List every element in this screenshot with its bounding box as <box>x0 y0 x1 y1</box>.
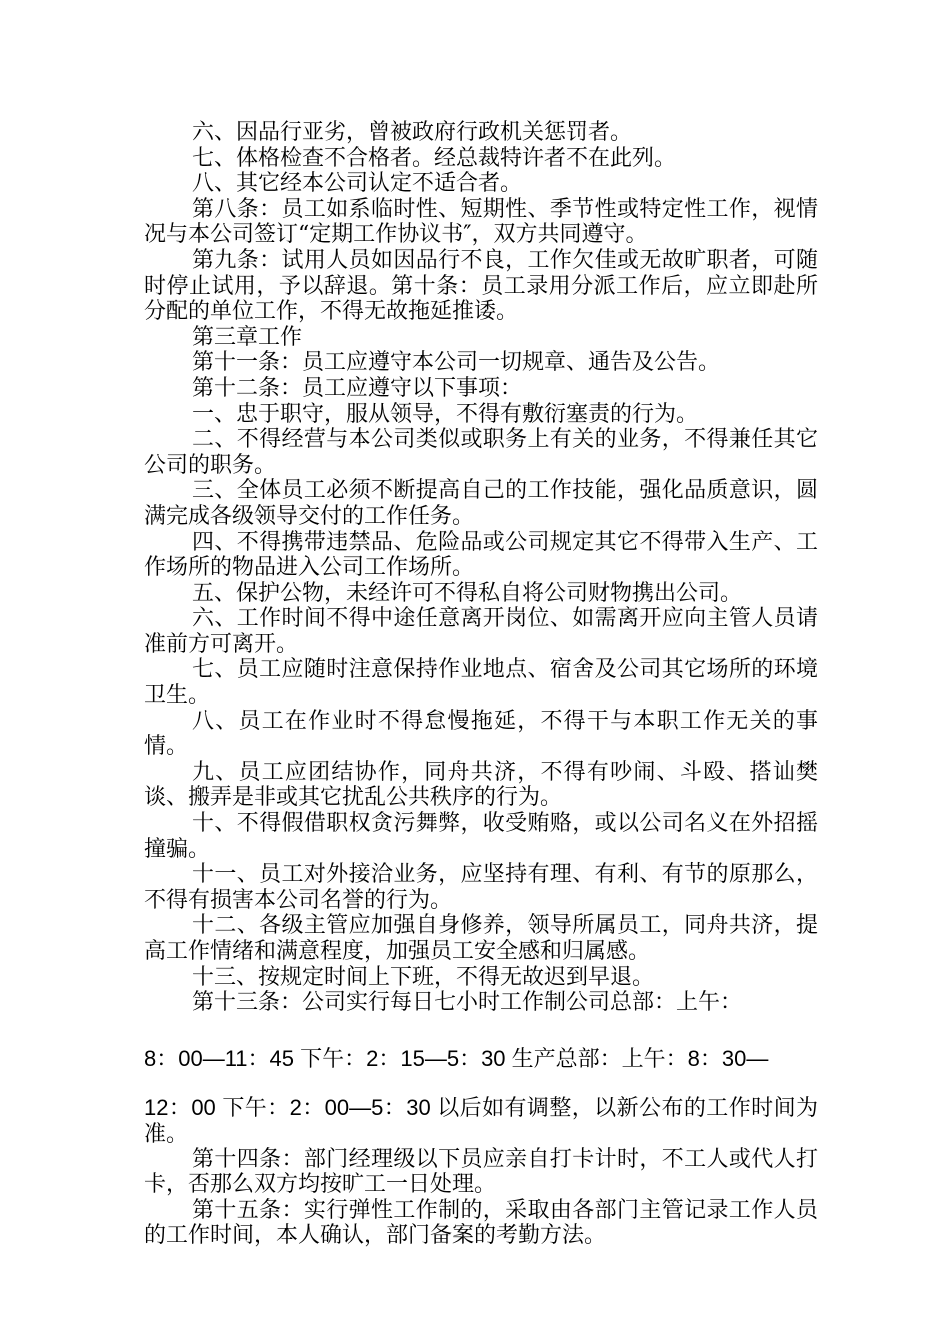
clause-text: 第十三条：公司实行每日七小时工作制公司总部：上午： <box>192 990 743 1016</box>
clause-text: 第八条：员工如系临时性、短期性、季节性或特定性工作，视情况与本公司签订“定期工作协议书″，双方共同遵守。 <box>144 196 818 248</box>
list-item: 十三、按规定时间上下班，不得无故迟到早退。 <box>192 964 655 990</box>
list-item: 五、保护公物，未经许可不得私自将公司财物携出公司。 <box>192 580 743 606</box>
list-item: 三、全体员工必须不断提高自己的工作技能，强化品质意识，圆满完成各级领导交付的工作任务。 <box>144 478 818 529</box>
clause-text: 七、体格检查不合格者。经总裁特许者不在此列。 <box>192 145 677 171</box>
list-item: 十一、员工对外接洽业务，应坚持有理、有利、有节的原那么，不得有损害本公司名誉的行为。 <box>144 862 818 913</box>
document-body <box>144 120 818 1249</box>
list-item: 一、忠于职守，服从领导，不得有敷衍塞责的行为。 <box>192 401 699 427</box>
clause-text: 六、因品行亚劣，曾被政府行政机关惩罚者。 <box>192 120 633 145</box>
list-item: 四、不得携带违禁品、危险品或公司规定其它不得带入生产、工作场所的物品进入公司工作场所。 <box>144 529 818 581</box>
list-item: 七、员工应随时注意保持作业地点、宿舍及公司其它场所的环境卫生。 <box>144 657 818 709</box>
clause-text: 八、其它经本公司认定不适合者。 <box>192 171 523 197</box>
list-item: 八、员工在作业时不得怠慢拖延，不得干与本职工作无关的事情。 <box>144 708 818 760</box>
clause-text: 第十二条：员工应遵守以下事项： <box>192 375 523 401</box>
clause-text: 第九条：试用人员如因品行不良，工作欠佳或无故旷职者，可随时停止试用，予以辞退。第十条：员工录用分派工作后，应立即赴所分配的单位工作，不得无故拖延推诿。 <box>144 247 818 325</box>
list-item: 九、员工应团结协作，同舟共济，不得有吵闹、斗殴、搭讪樊谈、搬弄是非或其它扰乱公共秩序的行为。 <box>144 759 818 811</box>
list-item: 十、不得假借职权贪污舞弊，收受贿赂，或以公司名义在外招摇撞骗。 <box>144 811 818 862</box>
list-item: 二、不得经营与本公司类似或职务上有关的业务，不得兼任其它公司的职务。 <box>144 427 818 478</box>
list-item: 十二、各级主管应加强自身修养，领导所属员工，同舟共济，提高工作情绪和满意程度，加强员工安全感和归属感。 <box>144 913 818 964</box>
clause-text: 第十四条：部门经理级以下员应亲自打卡计时，不工人或代人打卡，否那么双方均按旷工一日处理。 <box>144 1146 818 1198</box>
list-item: 六、工作时间不得中途任意离开岗位、如需离开应向主管人员请准前方可离开。 <box>144 606 818 657</box>
chapter-title: 第三章工作 <box>192 324 303 350</box>
work-hours-line: 12：00 下午：2：00—5：30 以后如有调整，以新公布的工作时间为准。 <box>144 1095 818 1146</box>
clause-text: 第十一条：员工应遵守本公司一切规章、通告及公告。 <box>192 350 721 376</box>
clause-text: 第十五条：实行弹性工作制的，采取由各部门主管记录工作人员的工作时间，本人确认，部门备案的考勤方法。 <box>144 1197 818 1249</box>
work-hours-line: 8：00—11：45 下午：2：15—5：30 生产总部：上午：8：30— <box>144 1045 769 1071</box>
